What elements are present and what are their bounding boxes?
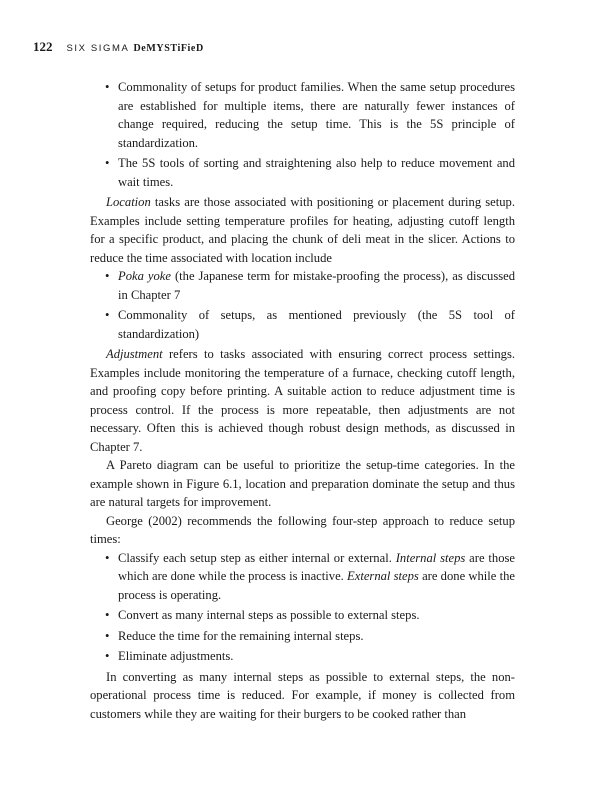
pareto-paragraph: A Pareto diagram can be useful to prioritize the setup-time categories. In the example shown in Figure 6.1, location and preparation dominate the setup and thus are natural targets for improvement.: [90, 458, 515, 509]
adjustment-paragraph: [90, 345, 515, 456]
location-text: tasks are those associated with positioning or placement during setup. Examples include setting temperature profiles for heating, adjusting cutoff length for a specific product, and placing the chunk of deli meat in the slicer. Actions to reduce the time associated with location include: [90, 195, 515, 265]
list-item: • Convert as many internal steps as possible to external steps.: [90, 606, 515, 625]
step-tail: are done while the process is operating.: [118, 569, 515, 602]
adjustment-text: refers to tasks associated with ensuring correct process settings. Examples include monitoring the temperature of a furnace, checking cutoff length, and proofing copy before printing. A suitable action to reduce adjustment time is process control. If the process is more repeatable, then adjustments are not necessary. Often this is achieved though robust design methods, as discussed in Chapter 7.: [90, 347, 515, 454]
list-item: • Commonality of setups, as mentioned previously (the 5S tool of standardization): [90, 306, 515, 343]
poka-yoke-term: Poka yoke: [118, 269, 171, 283]
running-head: [33, 39, 204, 57]
george-paragraph: George (2002) recommends the following four-step approach to reduce setup times:: [90, 513, 515, 546]
bullet-list-location: [90, 267, 515, 343]
book-subtitle: DeMYSTiFieD: [133, 43, 204, 54]
list-item: [90, 267, 515, 304]
book-title: SIX SIGMA: [66, 43, 130, 54]
body-text: [90, 78, 515, 723]
bullet-list-steps: [90, 549, 515, 666]
list-item: • The 5S tools of sorting and straightening also help to reduce movement and wait times.: [90, 154, 515, 191]
list-item: • Eliminate adjustments.: [90, 647, 515, 666]
list-item: • Reduce the time for the remaining internal steps.: [90, 627, 515, 646]
list-item: • Commonality of setups for product families. When the same setup procedures are established for multiple items, there are naturally fewer instances of change required, reducing the setup time. This is the 5S principle of standardization.: [90, 78, 515, 152]
internal-steps-term: Internal steps: [395, 550, 466, 565]
page-number: 122: [33, 39, 53, 54]
adjustment-term: Adjustment: [106, 347, 163, 361]
bullet-list-top: [90, 78, 515, 191]
location-term: Location: [106, 195, 151, 209]
location-paragraph: [90, 193, 515, 267]
list-item-text: (the Japanese term for mistake-proofing the process), as discussed in Chapter 7: [118, 269, 516, 302]
list-item: [90, 549, 515, 605]
step-lead: Classify each setup step as either internal or external.: [118, 550, 396, 565]
external-steps-term: External steps: [347, 569, 419, 583]
final-paragraph: In converting as many internal steps as possible to external steps, the non-operational process time is reduced. For example, if money is collected from customers while they are waiting for their burgers to be cooked rather than: [90, 669, 515, 721]
step-middle: are those which are done while the process is inactive.: [118, 550, 515, 583]
